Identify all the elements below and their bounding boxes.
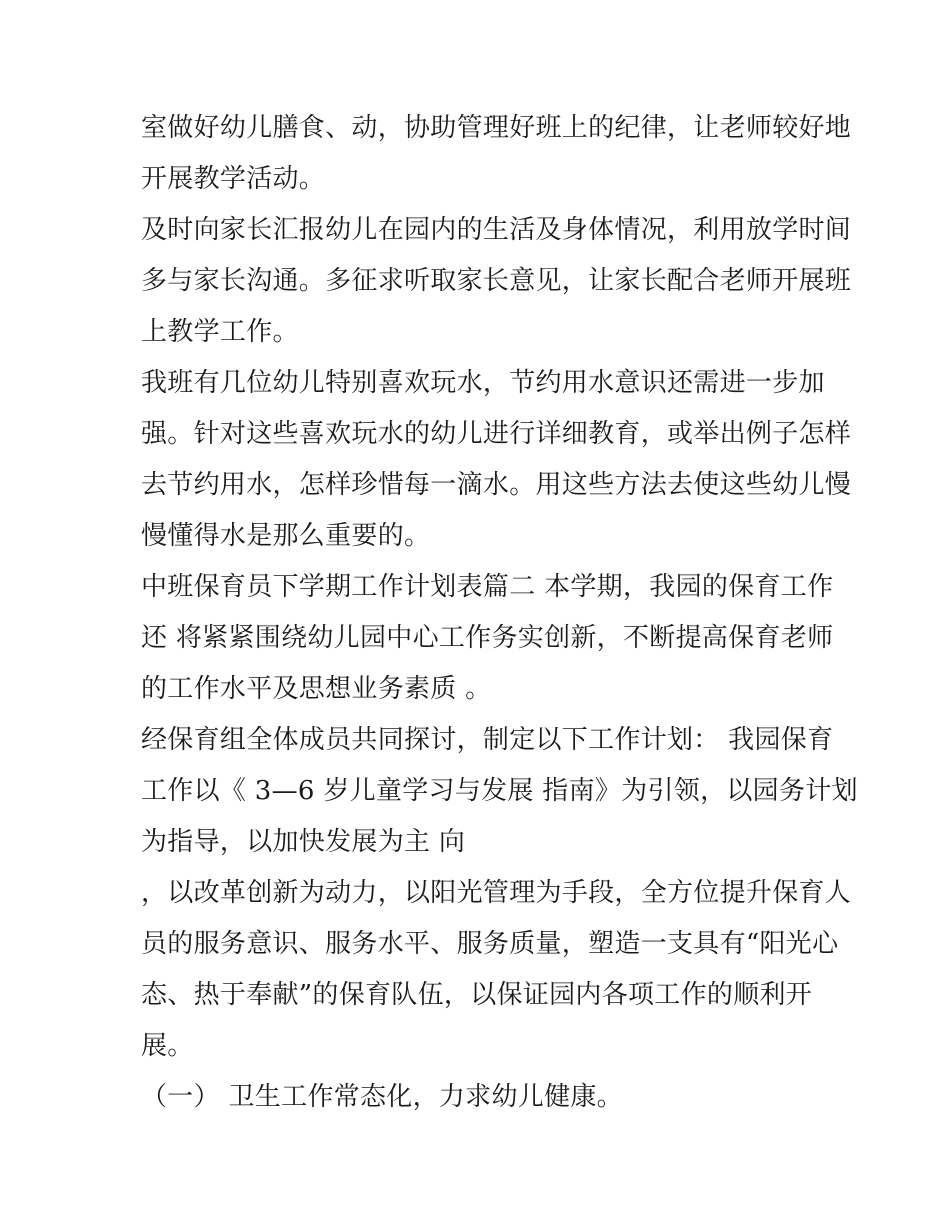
text-line: 中班保育员下学期工作计划表篇二 本学期，我园的保育工作	[141, 572, 834, 602]
text-line: 慢懂得水是那么重要的。	[141, 521, 431, 551]
text-line: 为指导，以加快发展为主 向	[141, 827, 466, 857]
text-line: 态、热于奉献”的保育队伍，以保证园内各项工作的顺利开	[141, 980, 813, 1010]
text-line: 还 将紧紧围绕幼儿园中心工作务实创新，不断提高保育老师	[141, 623, 834, 653]
text-line: 多与家长沟通。多征求听取家长意见，让家长配合老师开展班	[141, 266, 852, 296]
text-line: 强。针对这些喜欢玩水的幼儿进行详细教育，或举出例子怎样	[141, 419, 852, 449]
text-line: 室做好幼儿膳食、动，协助管理好班上的纪律，让老师较好地	[141, 113, 852, 143]
section-heading: （一） 卫生工作常态化，力求幼儿健康。	[141, 1082, 623, 1112]
text-line: 的工作水平及思想业务素质 。	[141, 674, 492, 704]
text-line: ，以改革创新为动力，以阳光管理为手段，全方位提升保育人	[141, 878, 852, 908]
text-line: 工作以《 3—6 岁儿童学习与发展 指南》为引领，以园务计划	[141, 776, 858, 806]
text-line: 展。	[141, 1031, 194, 1061]
text-line: 我班有几位幼儿特别喜欢玩水，节约用水意识还需进一步加	[141, 368, 825, 398]
text-line: 及时向家长汇报幼儿在园内的生活及身体情况，利用放学时间	[141, 215, 852, 245]
text-line: 开展教学活动。	[141, 164, 326, 194]
text-line: 去节约用水，怎样珍惜每一滴水。用这些方法去使这些幼儿慢	[141, 470, 852, 500]
text-line: 经保育组全体成员共同探讨，制定以下工作计划： 我园保育	[141, 725, 834, 755]
text-line: 员的服务意识、服务水平、服务质量，塑造一支具有“阳光心	[141, 929, 839, 959]
text-line: 上教学工作。	[141, 317, 299, 347]
